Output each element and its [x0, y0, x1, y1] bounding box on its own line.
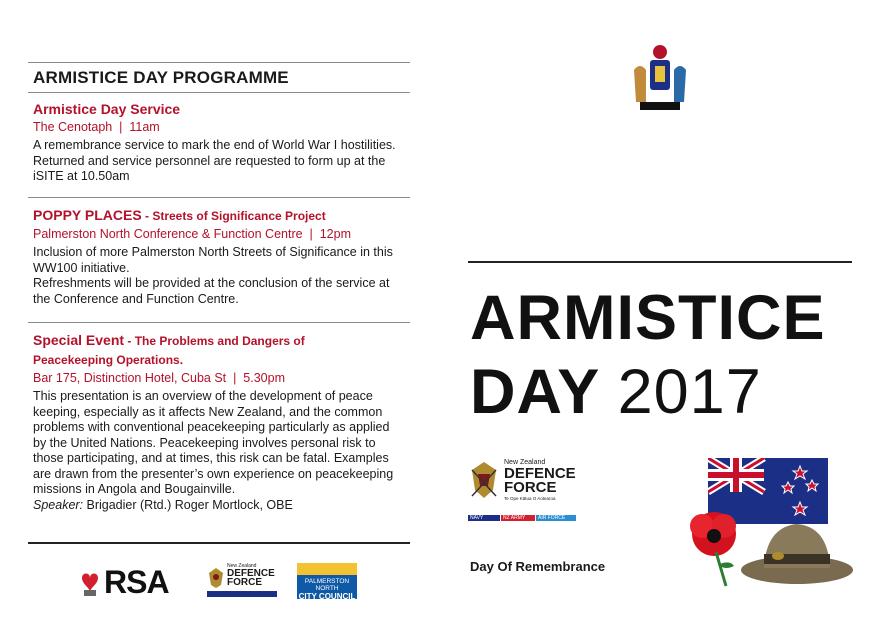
nzdf-logo	[468, 458, 584, 521]
cover-title-line1: ARMISTICE	[470, 283, 826, 353]
speaker-label: Speaker:	[33, 497, 84, 512]
section-location: Bar 175, Distinction Hotel, Cuba St | 5.30pm	[33, 371, 285, 385]
body-line: missions in Angola and Bougainville.	[33, 482, 236, 496]
top-divider	[28, 62, 410, 63]
cover-day: DAY	[470, 357, 600, 427]
section-body	[33, 389, 409, 513]
body-line: by the United Nations. Peacekeeping involves personal risk to	[33, 435, 376, 450]
day-of-remembrance: Day Of Remembrance	[470, 559, 606, 574]
body-line: problems with conventional peacekeeping particularly as applied	[33, 420, 390, 434]
section-divider	[28, 322, 410, 323]
slouch-hat-icon	[738, 514, 856, 586]
body-line: are drawn from the presenter’s own experience on peacekeeping	[33, 466, 394, 481]
poppy-icon	[684, 508, 744, 588]
service-tags	[468, 506, 577, 524]
pncc-line1: PALMERSTON NORTH	[304, 578, 350, 592]
nzdf-small-line3: FORCE	[227, 577, 262, 588]
section-heading: Armistice Day Service	[33, 101, 181, 117]
nzdf-motto: Te Ope Kātua O Aotearoa	[504, 496, 556, 501]
airforce-tag: AIR FORCE	[536, 515, 576, 521]
army-tag: NZ ARMY	[501, 515, 535, 521]
section-special	[33, 331, 409, 513]
body-line: keeping, especially as it affects New Zealand, and the common	[33, 404, 383, 419]
speaker	[33, 498, 409, 514]
heading-sub-line2	[33, 350, 409, 369]
programme-title: ARMISTICE DAY PROGRAMME	[33, 68, 289, 87]
pncc-line2: CITY COUNCIL	[298, 592, 356, 601]
nzdf-line3: FORCE	[504, 479, 557, 496]
body-line: This presentation is an overview of the development of peace	[33, 389, 373, 403]
pncc-top	[297, 563, 357, 575]
section-service	[33, 100, 409, 185]
body-line: Refreshments will be provided at the conclusion of the service at	[33, 276, 390, 290]
heading-main: Special Event	[33, 332, 125, 348]
heading-sub: - Streets of Significance Project	[141, 209, 326, 223]
body-line: Returned and service personnel are requested to form up at the	[33, 153, 386, 168]
cover-title-line2	[470, 357, 762, 427]
cover-top-rule	[468, 261, 852, 263]
nzdf-small-line2: DEFENCE	[227, 568, 275, 579]
service-bar	[207, 591, 277, 597]
body-line: iSITE at 10.50am	[33, 169, 130, 183]
section-body	[33, 245, 409, 307]
section-heading	[33, 331, 409, 350]
nzdf-small-line1: New Zealand	[227, 563, 257, 569]
section-location: Palmerston North Conference & Function Centre | 12pm	[33, 227, 351, 241]
heading-main: POPPY PLACES	[33, 207, 142, 223]
heading-sub: - The Problems and Dangers of	[124, 334, 305, 348]
body-line: the Conference and Function Centre.	[33, 291, 239, 306]
section-poppy	[33, 206, 409, 307]
bottom-divider	[28, 542, 410, 544]
section-divider	[28, 197, 410, 198]
rsa-text: RSA	[104, 564, 169, 600]
body-line: WW100 initiative.	[33, 260, 130, 275]
pncc-logo	[297, 563, 357, 599]
nzdf-line2: DEFENCE	[504, 465, 576, 482]
speaker-name: Brigadier (Rtd.) Roger Mortlock, OBE	[83, 497, 293, 512]
rsa-logo	[78, 566, 188, 605]
crest-icon	[468, 460, 500, 500]
section-body	[33, 138, 409, 185]
navy-tag: NAVY	[468, 515, 500, 521]
coat-of-arms-icon	[630, 42, 690, 114]
nzdf-line1: New Zealand	[504, 459, 546, 466]
body-line: those participating, and at times, this risk can be fatal. Examples	[33, 451, 389, 465]
cover-year: 2017	[617, 357, 762, 427]
body-line: Inclusion of more Palmerston North Streets of Significance in this	[33, 245, 393, 259]
body-line: A remembrance service to mark the end of World War I hostilities.	[33, 138, 396, 152]
section-heading	[33, 206, 409, 225]
section-location: The Cenotaph | 11am	[33, 120, 160, 134]
crest-icon	[207, 567, 225, 589]
heading-sub-2: Peacekeeping Operations.	[33, 353, 184, 367]
title-divider	[28, 92, 410, 93]
